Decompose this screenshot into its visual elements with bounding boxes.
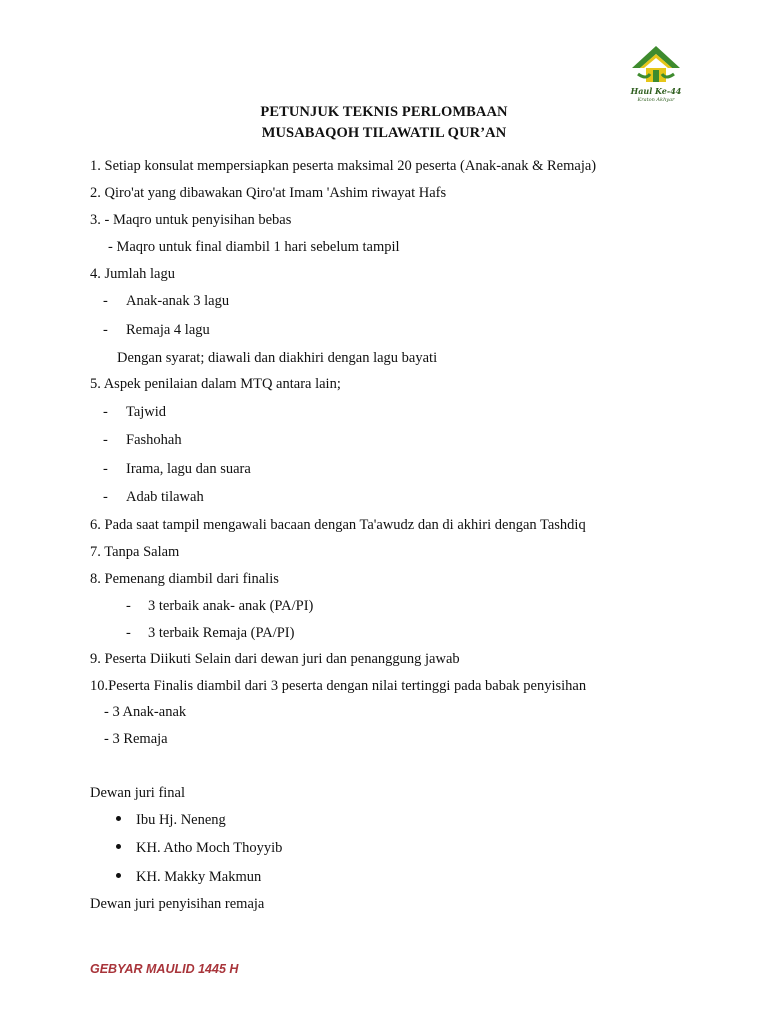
item-5: 5. Aspek penilaian dalam MTQ antara lain; [90, 376, 341, 392]
bullet-icon [116, 844, 121, 849]
sub-item-tajwid: Tajwid [126, 404, 167, 420]
item-10: 10.Peserta Finalis diambil dari 3 peserta dengan nilai tertinggi pada babak penyisihan [90, 678, 587, 694]
sub-item-remaja: Remaja 4 lagu [126, 322, 210, 338]
jury-member-3: KH. Makky Makmun [136, 869, 262, 885]
sub-item-remaja-winner: 3 terbaik Remaja (PA/PI) [148, 625, 295, 641]
haul-logo [628, 44, 684, 104]
item-9: 9. Peserta Diikuti Selain dari dewan juri dan penanggung jawab [90, 651, 460, 667]
dash-marker: - [103, 432, 108, 448]
jury-member-2: KH. Atho Moch Thoyyib [136, 840, 283, 856]
sub-item-finalis-remaja: - 3 Remaja [104, 731, 168, 747]
dash-marker: - [103, 293, 108, 309]
item-1: 1. Setiap konsulat mempersiapkan peserta maksimal 20 peserta (Anak-anak & Remaja) [90, 158, 597, 174]
jury-final-heading: Dewan juri final [90, 785, 186, 801]
footer-event-title: GEBYAR MAULID 1445 H [90, 962, 239, 976]
item-4: 4. Jumlah lagu [90, 266, 175, 282]
dash-marker: - [103, 489, 108, 505]
jury-prelim-heading: Dewan juri penyisihan remaja [90, 896, 265, 912]
item-4-note: Dengan syarat; diawali dan diakhiri dengan lagu bayati [117, 350, 438, 366]
jury-member-1: Ibu Hj. Neneng [136, 812, 226, 828]
sub-item-finalis-anak: - 3 Anak-anak [104, 704, 187, 720]
item-3a: 3. - Maqro untuk penyisihan bebas [90, 212, 292, 228]
sub-item-adab: Adab tilawah [126, 489, 204, 505]
item-3b: - Maqro untuk final diambil 1 hari sebelum tampil [108, 239, 400, 255]
item-6: 6. Pada saat tampil mengawali bacaan dengan Ta'awudz dan di akhiri dengan Tashdiq [90, 517, 586, 533]
sub-item-fashohah: Fashohah [126, 432, 182, 448]
logo-text-main: Haul Ke-44 [630, 86, 682, 96]
dash-marker: - [103, 322, 108, 338]
bullet-icon [116, 873, 121, 878]
item-2: 2. Qiro'at yang dibawakan Qiro'at Imam 'Ashim riwayat Hafs [90, 185, 447, 201]
dash-marker: - [126, 625, 131, 641]
sub-item-anak-winner: 3 terbaik anak- anak (PA/PI) [148, 598, 314, 614]
bullet-icon [116, 816, 121, 821]
dash-marker: - [103, 404, 108, 420]
item-8: 8. Pemenang diambil dari finalis [90, 571, 279, 587]
dash-marker: - [103, 461, 108, 477]
sub-item-irama: Irama, lagu dan suara [126, 461, 251, 477]
document-title-line-1: PETUNJUK TEKNIS PERLOMBAAN [260, 104, 508, 120]
logo-text-sub: Kraton Akhyar [637, 97, 675, 103]
document-title-line-2: MUSABAQOH TILAWATIL QUR’AN [261, 125, 507, 141]
sub-item-anak-anak: Anak-anak 3 lagu [126, 293, 230, 309]
dash-marker: - [126, 598, 131, 614]
item-7: 7. Tanpa Salam [90, 544, 180, 560]
